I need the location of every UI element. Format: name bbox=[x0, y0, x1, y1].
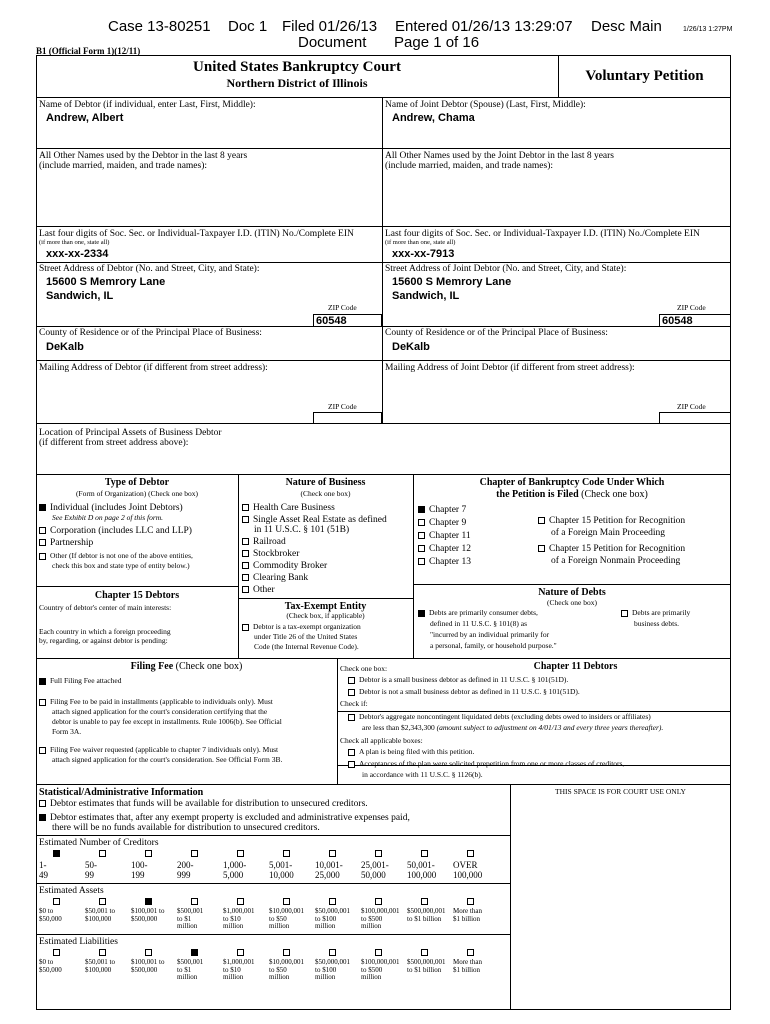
checkbox-icon[interactable] bbox=[191, 898, 198, 905]
checkbox-icon[interactable] bbox=[329, 898, 336, 905]
debts-consumer-l3: "incurred by an individual primarily for bbox=[430, 630, 550, 639]
checkbox-icon[interactable] bbox=[348, 714, 355, 721]
desc-main: Desc Main bbox=[591, 18, 662, 35]
checkbox-icon[interactable] bbox=[418, 558, 425, 565]
liabilities-title: Estimated Liabilities bbox=[39, 937, 118, 947]
checkbox-icon[interactable] bbox=[39, 553, 46, 560]
business-other[interactable]: Other bbox=[242, 585, 275, 595]
joint-ssn-sub: (if more than one, state all) bbox=[385, 239, 456, 246]
business-single-asset-sub: in 11 U.S.C. § 101 (51B) bbox=[254, 525, 350, 535]
type-partnership[interactable]: Partnership bbox=[39, 538, 93, 548]
location-sub: (if different from street address above): bbox=[39, 438, 189, 448]
checkbox-icon[interactable] bbox=[348, 761, 355, 768]
liabilities-option-0[interactable] bbox=[39, 949, 85, 974]
ch11-plan-filed[interactable]: A plan is being filed with this petition. bbox=[348, 748, 474, 756]
liabilities-option-4-text-2: million bbox=[223, 973, 244, 981]
liabilities-option-9[interactable] bbox=[453, 949, 499, 974]
checkbox-icon[interactable] bbox=[467, 949, 474, 956]
liabilities-option-2-text-0: $100,001 to bbox=[131, 958, 165, 966]
ch11-title: Chapter 11 Debtors bbox=[533, 661, 618, 672]
assets-option-2-text-0: $100,001 to bbox=[131, 907, 165, 915]
checkbox-checked-icon[interactable] bbox=[191, 949, 198, 956]
joint-other-names-sub: (include married, maiden, and trade names): bbox=[385, 161, 554, 171]
debts-business[interactable]: Debts are primarily bbox=[621, 609, 690, 617]
document-label: Document bbox=[298, 34, 367, 51]
page-number: Page 1 of 16 bbox=[394, 34, 480, 51]
assets-title: Estimated Assets bbox=[39, 886, 104, 896]
liabilities-option-8[interactable] bbox=[407, 949, 453, 974]
creditors-option-3[interactable] bbox=[177, 850, 223, 880]
type-of-debtor-sub: (Form of Organization) (Check one box) bbox=[75, 489, 199, 498]
liabilities-option-4-text-1: to $10 bbox=[223, 965, 241, 974]
assets-option-0[interactable] bbox=[39, 898, 85, 923]
debts-consumer[interactable]: Debts are primarily consumer debts, bbox=[418, 609, 538, 617]
assets-option-1-text-1: $100,000 bbox=[85, 914, 112, 923]
checkbox-icon[interactable] bbox=[242, 550, 249, 557]
stat-funds-available[interactable]: Debtor estimates that funds will be available for distribution to unsecured creditors. bbox=[39, 799, 368, 809]
ch11-small-business[interactable]: Debtor is a small business debtor as defined in 11 U.S.C. § 101(51D). bbox=[348, 676, 568, 684]
assets-option-3-text-2: million bbox=[177, 922, 198, 930]
checkbox-icon[interactable] bbox=[375, 949, 382, 956]
creditors-option-8-text-1: 100,000 bbox=[407, 870, 437, 880]
tax-exempt-title: Tax-Exempt Entity bbox=[284, 601, 367, 612]
debtor-street-label: Street Address of Debtor (No. and Street, City, and State): bbox=[39, 264, 260, 274]
checkbox-icon[interactable] bbox=[348, 677, 355, 684]
assets-option-4-text-1: to $10 bbox=[223, 914, 241, 923]
checkbox-icon[interactable] bbox=[283, 949, 290, 956]
checkbox-icon[interactable] bbox=[329, 850, 336, 857]
checkbox-icon[interactable] bbox=[538, 517, 545, 524]
chapter-15-main-sub: of a Foreign Main Proceeding bbox=[551, 528, 665, 538]
debtor-street-line2[interactable]: Sandwich, IL bbox=[46, 290, 114, 302]
checkbox-icon[interactable] bbox=[375, 850, 382, 857]
ch11-acceptances-l2: in accordance with 11 U.S.C. § 1126(b). bbox=[362, 770, 483, 779]
type-other-sub: check this box and state type of entity below.) bbox=[52, 561, 190, 570]
assets-option-3-text-1: to $1 bbox=[177, 914, 192, 923]
creditors-option-1-text-1: 99 bbox=[85, 870, 94, 880]
chapter-12[interactable]: Chapter 12 bbox=[418, 544, 471, 554]
entered-date: Entered 01/26/13 13:29:07 bbox=[395, 18, 573, 35]
stat-title: Statistical/Administrative Information bbox=[39, 787, 204, 798]
checkbox-icon[interactable] bbox=[99, 850, 106, 857]
joint-county[interactable]: DeKalb bbox=[392, 341, 430, 353]
liabilities-option-8-text-0: $500,000,001 bbox=[407, 958, 446, 966]
ch11-aggregate-l2: are less than $2,343,300 (amount subject to adjustment on 4/01/13 and every three years thereafter). bbox=[362, 723, 664, 732]
ch15-each1: Each country in which a foreign proceeding bbox=[39, 627, 171, 636]
assets-option-2[interactable] bbox=[131, 898, 177, 923]
nature-debts-sub: (Check one box) bbox=[547, 598, 597, 607]
ch11-aggregate[interactable]: Debtor's aggregate noncontingent liquidated debts (excluding debts owed to insiders or affiliates) bbox=[348, 713, 651, 721]
business-health-care[interactable]: Health Care Business bbox=[242, 503, 335, 513]
creditors-option-1[interactable] bbox=[85, 850, 131, 880]
liabilities-option-7[interactable] bbox=[361, 949, 407, 982]
liabilities-option-6-text-2: million bbox=[315, 973, 336, 981]
ch11-acceptances[interactable]: Acceptances of the plan were solicited prepetition from one or more classes of creditors, bbox=[348, 760, 624, 768]
debtor-mailing-label: Mailing Address of Debtor (if different from street address): bbox=[39, 363, 268, 373]
assets-option-2-text-1: $500,000 bbox=[131, 914, 158, 923]
checkbox-icon[interactable] bbox=[621, 610, 628, 617]
checkbox-icon[interactable] bbox=[145, 850, 152, 857]
debtor-ssn[interactable]: xxx-xx-2334 bbox=[46, 248, 109, 260]
assets-option-1[interactable] bbox=[85, 898, 131, 923]
liabilities-option-1-text-0: $50,001 to bbox=[85, 958, 115, 966]
debts-business-l2: business debts. bbox=[634, 619, 679, 628]
creditors-option-9-text-1: 100,000 bbox=[453, 870, 483, 880]
checkbox-icon[interactable] bbox=[283, 850, 290, 857]
tax-exempt-l2: under Title 26 of the United States bbox=[254, 632, 358, 641]
debtor-mailing-zip-label: ZIP Code bbox=[328, 402, 357, 411]
liabilities-option-4-text-0: $1,000,001 bbox=[223, 958, 255, 966]
debts-consumer-l2: defined in 11 U.S.C. § 101(8) as bbox=[430, 619, 528, 628]
checkbox-icon[interactable] bbox=[39, 527, 46, 534]
creditors-option-5-text-1: 10,000 bbox=[269, 870, 294, 880]
checkbox-icon[interactable] bbox=[421, 949, 428, 956]
checkbox-icon[interactable] bbox=[39, 800, 46, 807]
checkbox-icon[interactable] bbox=[283, 898, 290, 905]
court-title: United States Bankruptcy Court bbox=[193, 59, 401, 75]
debtor-ssn-label: Last four digits of Soc. Sec. or Individual-Taxpayer I.D. (ITIN) No./Complete EIN bbox=[39, 229, 354, 239]
liabilities-option-0-text-1: $50,000 bbox=[39, 965, 62, 974]
assets-option-4-text-2: million bbox=[223, 922, 244, 930]
assets-option-6-text-1: to $100 bbox=[315, 914, 337, 923]
assets-option-9-text-0: More than bbox=[453, 907, 482, 915]
creditors-option-4[interactable] bbox=[223, 850, 269, 880]
joint-zip-label: ZIP Code bbox=[677, 303, 706, 312]
liabilities-option-6-text-0: $50,000,001 bbox=[315, 958, 350, 966]
ch15-country: Country of debtor's center of main interests: bbox=[39, 603, 172, 612]
assets-option-5[interactable] bbox=[269, 898, 315, 931]
checkbox-icon[interactable] bbox=[39, 699, 46, 706]
court-district: Northern District of Illinois bbox=[226, 76, 368, 90]
stat-no-funds-l2: there will be no funds available for distribution to unsecured creditors. bbox=[52, 823, 320, 833]
liabilities-option-1[interactable] bbox=[85, 949, 131, 974]
debtor-name[interactable]: Andrew, Albert bbox=[46, 112, 124, 124]
liabilities-option-6-text-1: to $100 bbox=[315, 965, 337, 974]
checkbox-icon[interactable] bbox=[53, 949, 60, 956]
checkbox-icon[interactable] bbox=[242, 574, 249, 581]
assets-option-8[interactable] bbox=[407, 898, 453, 923]
checkbox-icon[interactable] bbox=[237, 898, 244, 905]
checkbox-checked-icon[interactable] bbox=[145, 898, 152, 905]
nature-debts-title: Nature of Debts bbox=[538, 587, 606, 598]
chapter-15-main[interactable]: Chapter 15 Petition for Recognition bbox=[538, 516, 685, 526]
joint-ssn-label: Last four digits of Soc. Sec. or Individual-Taxpayer I.D. (ITIN) No./Complete EIN bbox=[385, 229, 700, 239]
checkbox-icon[interactable] bbox=[99, 898, 106, 905]
nature-business-title: Nature of Business bbox=[285, 477, 366, 488]
joint-street-line1[interactable]: 15600 S Memrory Lane bbox=[392, 276, 512, 288]
chapter-7[interactable]: Chapter 7 bbox=[418, 505, 466, 515]
liabilities-option-5-text-1: to $50 bbox=[269, 965, 287, 974]
joint-zip[interactable]: 60548 bbox=[662, 315, 693, 327]
checkbox-icon[interactable] bbox=[242, 624, 249, 631]
assets-option-8-text-1: to $1 billion bbox=[407, 914, 442, 923]
checkbox-icon[interactable] bbox=[242, 504, 249, 511]
filed-date: Filed 01/26/13 bbox=[282, 18, 378, 35]
chapter-9[interactable]: Chapter 9 bbox=[418, 518, 466, 528]
checkbox-icon[interactable] bbox=[242, 562, 249, 569]
checkbox-icon[interactable] bbox=[329, 949, 336, 956]
creditors-option-8[interactable] bbox=[407, 850, 453, 880]
checkbox-icon[interactable] bbox=[99, 949, 106, 956]
checkbox-icon[interactable] bbox=[53, 898, 60, 905]
creditors-option-9[interactable] bbox=[453, 850, 499, 880]
joint-street-line2[interactable]: Sandwich, IL bbox=[392, 290, 460, 302]
stat-no-funds[interactable]: Debtor estimates that, after any exempt property is excluded and administrative expenses paid, bbox=[39, 813, 410, 823]
ch11-not-small-business[interactable]: Debtor is not a small business debtor as defined in 11 U.S.C. § 101(51D). bbox=[348, 688, 580, 696]
nature-business-sub: (Check one box) bbox=[300, 489, 351, 498]
debtor-county[interactable]: DeKalb bbox=[46, 341, 84, 353]
assets-option-4[interactable] bbox=[223, 898, 269, 931]
checkbox-icon[interactable] bbox=[418, 545, 425, 552]
creditors-option-9-text-0: OVER bbox=[453, 860, 478, 870]
creditors-option-1-text-0: 50- bbox=[85, 860, 97, 870]
assets-option-6[interactable] bbox=[315, 898, 361, 931]
creditors-option-7-text-0: 25,001- bbox=[361, 860, 389, 870]
debtor-mailing-zip-box[interactable] bbox=[313, 412, 382, 424]
joint-name-label: Name of Joint Debtor (Spouse) (Last, First, Middle): bbox=[385, 100, 586, 110]
business-commodity-broker[interactable]: Commodity Broker bbox=[242, 561, 327, 571]
ch11-check-if: Check if: bbox=[340, 699, 368, 708]
liabilities-option-5-text-2: million bbox=[269, 973, 290, 981]
creditors-option-4-text-1: 5,000 bbox=[223, 870, 244, 880]
assets-option-1-text-0: $50,001 to bbox=[85, 907, 115, 915]
type-other[interactable]: Other (If debtor is not one of the above entities, bbox=[39, 552, 193, 560]
tax-exempt-l3: Code (the Internal Revenue Code). bbox=[254, 642, 359, 651]
creditors-option-2-text-0: 100- bbox=[131, 860, 148, 870]
fee-waiver-l2: attach signed application for the court's consideration. See Official Form 3B. bbox=[52, 755, 283, 764]
liabilities-option-3-text-0: $500,001 bbox=[177, 958, 204, 966]
timestamp: 1/26/13 1:27PM bbox=[683, 26, 733, 33]
fee-installments[interactable]: Filing Fee to be paid in installments (applicable to individuals only). Must bbox=[39, 698, 273, 706]
fee-installments-l2: attach signed application for the court's consideration certifying that the bbox=[52, 707, 268, 716]
liabilities-option-2-text-1: $500,000 bbox=[131, 965, 158, 974]
assets-option-7-text-1: to $500 bbox=[361, 914, 383, 923]
checkbox-icon[interactable] bbox=[418, 519, 425, 526]
checkbox-icon[interactable] bbox=[375, 898, 382, 905]
liabilities-option-0-text-0: $0 to bbox=[39, 958, 54, 966]
joint-county-label: County of Residence or of the Principal Place of Business: bbox=[385, 328, 608, 338]
creditors-option-6-text-1: 25,000 bbox=[315, 870, 340, 880]
creditors-option-7-text-1: 50,000 bbox=[361, 870, 386, 880]
doc-number: Doc 1 bbox=[228, 18, 268, 35]
debtor-other-names-sub: (include married, maiden, and trade names): bbox=[39, 161, 208, 171]
assets-option-5-text-0: $10,000,001 bbox=[269, 907, 304, 915]
checkbox-checked-icon[interactable] bbox=[53, 850, 60, 857]
assets-option-3[interactable] bbox=[177, 898, 223, 931]
chapter-15-nonmain[interactable]: Chapter 15 Petition for Recognition bbox=[538, 544, 685, 554]
checkbox-checked-icon[interactable] bbox=[39, 504, 46, 511]
checkbox-checked-icon[interactable] bbox=[39, 678, 46, 685]
liabilities-option-8-text-1: to $1 billion bbox=[407, 965, 442, 974]
assets-option-7-text-2: million bbox=[361, 922, 382, 930]
debtor-zip-label: ZIP Code bbox=[328, 303, 357, 312]
assets-option-0-text-0: $0 to bbox=[39, 907, 54, 915]
creditors-option-6[interactable] bbox=[315, 850, 361, 880]
checkbox-icon[interactable] bbox=[39, 539, 46, 546]
joint-mailing-zip-box[interactable] bbox=[659, 412, 731, 424]
checkbox-icon[interactable] bbox=[467, 850, 474, 857]
creditors-option-2-text-1: 199 bbox=[131, 870, 145, 880]
creditors-option-7[interactable] bbox=[361, 850, 407, 880]
checkbox-icon[interactable] bbox=[538, 545, 545, 552]
joint-ssn[interactable]: xxx-xx-7913 bbox=[392, 248, 455, 260]
form-id: B1 (Official Form 1)(12/11) bbox=[36, 46, 141, 56]
creditors-option-6-text-0: 10,001- bbox=[315, 860, 343, 870]
checkbox-icon[interactable] bbox=[145, 949, 152, 956]
checkbox-icon[interactable] bbox=[421, 850, 428, 857]
filing-fee-title: Filing Fee (Check one box) bbox=[130, 661, 243, 672]
liabilities-option-7-text-0: $100,000,001 bbox=[361, 958, 400, 966]
fee-waiver[interactable]: Filing Fee waiver requested (applicable to chapter 7 individuals only). Must bbox=[39, 746, 278, 754]
liabilities-option-3-text-2: million bbox=[177, 973, 198, 981]
tax-exempt-sub: (Check box, if applicable) bbox=[286, 611, 365, 620]
liabilities-option-6[interactable] bbox=[315, 949, 361, 982]
assets-option-3-text-0: $500,001 bbox=[177, 907, 204, 915]
creditors-option-8-text-0: 50,001- bbox=[407, 860, 435, 870]
creditors-option-2[interactable] bbox=[131, 850, 177, 880]
business-stockbroker[interactable]: Stockbroker bbox=[242, 549, 299, 559]
ch15-each2: by, regarding, or against debtor is pending: bbox=[39, 636, 168, 645]
creditors-option-3-text-1: 999 bbox=[177, 870, 191, 880]
type-of-debtor-title: Type of Debtor bbox=[104, 477, 170, 488]
creditors-option-3-text-0: 200- bbox=[177, 860, 194, 870]
case-number: Case 13-80251 bbox=[108, 18, 211, 35]
checkbox-icon[interactable] bbox=[348, 749, 355, 756]
checkbox-icon[interactable] bbox=[242, 538, 249, 545]
checkbox-icon[interactable] bbox=[242, 516, 249, 523]
assets-option-7[interactable] bbox=[361, 898, 407, 931]
fee-installments-l4: Form 3A. bbox=[52, 727, 82, 736]
creditors-option-5[interactable] bbox=[269, 850, 315, 880]
liabilities-option-7-text-2: million bbox=[361, 973, 382, 981]
assets-option-5-text-2: million bbox=[269, 922, 290, 930]
chapter-13[interactable]: Chapter 13 bbox=[418, 557, 471, 567]
assets-option-9[interactable] bbox=[453, 898, 499, 923]
creditors-option-0-text-1: 49 bbox=[39, 870, 48, 880]
liabilities-option-4[interactable] bbox=[223, 949, 269, 982]
checkbox-checked-icon[interactable] bbox=[418, 506, 425, 513]
fee-full[interactable]: Full Filing Fee attached bbox=[39, 677, 121, 685]
liabilities-option-1-text-1: $100,000 bbox=[85, 965, 112, 974]
court-use-only: THIS SPACE IS FOR COURT USE ONLY bbox=[555, 787, 686, 796]
debtor-street-line1[interactable]: 15600 S Memrory Lane bbox=[46, 276, 166, 288]
assets-option-6-text-0: $50,000,001 bbox=[315, 907, 350, 915]
debtor-zip[interactable]: 60548 bbox=[316, 315, 347, 327]
liabilities-option-7-text-1: to $500 bbox=[361, 965, 383, 974]
creditors-title: Estimated Number of Creditors bbox=[39, 838, 159, 848]
checkbox-icon[interactable] bbox=[418, 532, 425, 539]
debtor-other-names-label: All Other Names used by the Debtor in the last 8 years bbox=[39, 151, 248, 161]
liabilities-option-3-text-1: to $1 bbox=[177, 965, 192, 974]
debtor-name-label: Name of Debtor (if individual, enter Last, First, Middle): bbox=[39, 100, 256, 110]
ch15-title: Chapter 15 Debtors bbox=[94, 590, 180, 601]
type-individual[interactable]: Individual (includes Joint Debtors) bbox=[39, 503, 183, 513]
assets-option-9-text-1: $1 billion bbox=[453, 914, 481, 923]
debtor-ssn-sub: (if more than one, state all) bbox=[39, 239, 110, 246]
checkbox-icon[interactable] bbox=[39, 747, 46, 754]
type-individual-note: See Exhibit D on page 2 of this form. bbox=[52, 513, 164, 522]
liabilities-option-9-text-1: $1 billion bbox=[453, 965, 481, 974]
fee-installments-l3: debtor is unable to pay fee except in installments. Rule 1006(b). See Official bbox=[52, 717, 282, 726]
location-label: Location of Principal Assets of Business Debtor bbox=[39, 428, 222, 438]
joint-name[interactable]: Andrew, Chama bbox=[392, 112, 475, 124]
liabilities-option-2[interactable] bbox=[131, 949, 177, 974]
checkbox-icon[interactable] bbox=[237, 949, 244, 956]
voluntary-petition-title: Voluntary Petition bbox=[585, 68, 704, 84]
checkbox-icon[interactable] bbox=[348, 689, 355, 696]
tax-exempt-checkbox[interactable]: Debtor is a tax-exempt organization bbox=[242, 623, 361, 631]
ch11-check-one: Check one box: bbox=[340, 664, 388, 673]
chapter-title1: Chapter of Bankruptcy Code Under Which bbox=[479, 477, 665, 488]
checkbox-icon[interactable] bbox=[237, 850, 244, 857]
chapter-15-nonmain-sub: of a Foreign Nonmain Proceeding bbox=[551, 556, 681, 566]
liabilities-option-9-text-0: More than bbox=[453, 958, 482, 966]
debtor-county-label: County of Residence or of the Principal Place of Business: bbox=[39, 328, 262, 338]
type-corporation[interactable]: Corporation (includes LLC and LLP) bbox=[39, 526, 192, 536]
checkbox-checked-icon[interactable] bbox=[39, 814, 46, 821]
creditors-option-0-text-0: 1- bbox=[39, 860, 47, 870]
checkbox-icon[interactable] bbox=[467, 898, 474, 905]
checkbox-checked-icon[interactable] bbox=[418, 610, 425, 617]
joint-mailing-zip-label: ZIP Code bbox=[677, 402, 706, 411]
assets-option-7-text-0: $100,000,001 bbox=[361, 907, 400, 915]
checkbox-icon[interactable] bbox=[421, 898, 428, 905]
chapter-11[interactable]: Chapter 11 bbox=[418, 531, 471, 541]
ch11-check-all: Check all applicable boxes: bbox=[340, 736, 423, 745]
chapter-title2: the Petition is Filed (Check one box) bbox=[496, 489, 648, 500]
assets-option-6-text-2: million bbox=[315, 922, 336, 930]
liabilities-option-3[interactable] bbox=[177, 949, 223, 982]
assets-option-4-text-0: $1,000,001 bbox=[223, 907, 255, 915]
joint-other-names-label: All Other Names used by the Joint Debtor in the last 8 years bbox=[385, 151, 615, 161]
creditors-option-4-text-0: 1,000- bbox=[223, 860, 247, 870]
assets-option-8-text-0: $500,000,001 bbox=[407, 907, 446, 915]
liabilities-option-5[interactable] bbox=[269, 949, 315, 982]
business-single-asset[interactable]: Single Asset Real Estate as defined bbox=[242, 515, 387, 525]
joint-street-label: Street Address of Joint Debtor (No. and Street, City, and State): bbox=[385, 264, 627, 274]
joint-mailing-label: Mailing Address of Joint Debtor (if different from street address): bbox=[385, 363, 635, 373]
creditors-option-5-text-0: 5,001- bbox=[269, 860, 293, 870]
creditors-option-0[interactable] bbox=[39, 850, 85, 880]
debts-consumer-l4: a personal, family, or household purpose." bbox=[430, 641, 557, 650]
liabilities-option-5-text-0: $10,000,001 bbox=[269, 958, 304, 966]
assets-option-0-text-1: $50,000 bbox=[39, 914, 62, 923]
business-clearing-bank[interactable]: Clearing Bank bbox=[242, 573, 308, 583]
assets-option-5-text-1: to $50 bbox=[269, 914, 287, 923]
business-railroad[interactable]: Railroad bbox=[242, 537, 286, 547]
checkbox-icon[interactable] bbox=[242, 586, 249, 593]
checkbox-icon[interactable] bbox=[191, 850, 198, 857]
